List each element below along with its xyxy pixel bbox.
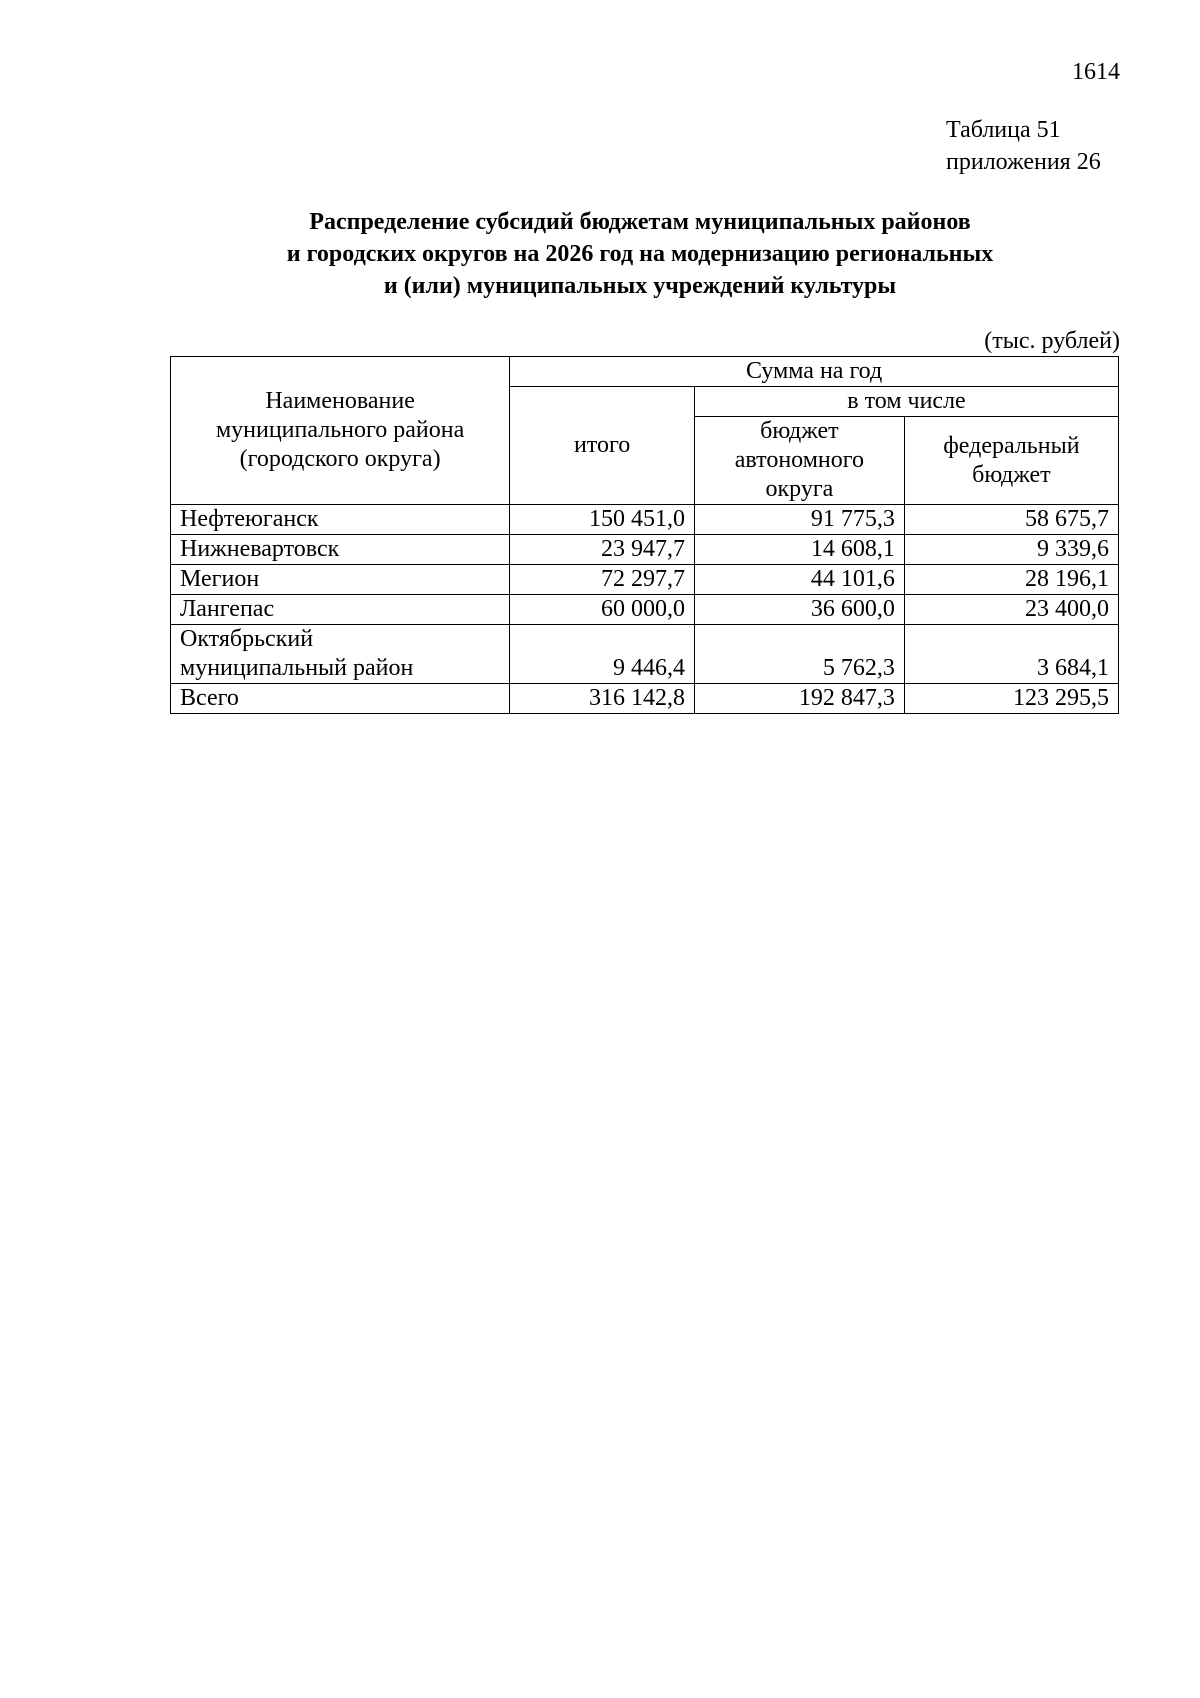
- table-row: [171, 505, 1119, 535]
- document-title-line-2: и городских округов на 2026 год на модернизацию региональных: [286, 241, 994, 267]
- header-total: итого: [510, 387, 695, 505]
- header-row-1: [171, 357, 1119, 387]
- row-total: 60 000,0: [510, 595, 695, 625]
- row-ao-budget: 44 101,6: [695, 565, 905, 595]
- row-total: 72 297,7: [510, 565, 695, 595]
- document-title-line-1: Распределение субсидий бюджетам муниципальных районов: [309, 209, 971, 235]
- total-row: [171, 684, 1119, 714]
- document-title-line-3: и (или) муниципальных учреждений культуры: [383, 273, 897, 299]
- header-sum-year: Сумма на год: [510, 357, 1119, 387]
- row-name: Лангепас: [171, 595, 510, 625]
- row-total: 23 947,7: [510, 535, 695, 565]
- row-ao-budget: 5 762,3: [695, 625, 905, 684]
- table-reference-line-2: приложения 26: [946, 149, 1101, 175]
- row-federal-budget: 3 684,1: [904, 625, 1118, 684]
- total-label: Всего: [171, 684, 510, 714]
- header-name: Наименование муниципального района (городского округа): [171, 357, 510, 505]
- row-federal-budget: 9 339,6: [904, 535, 1118, 565]
- row-ao-budget: 14 608,1: [695, 535, 905, 565]
- header-including: в том числе: [695, 387, 1119, 417]
- table-row: [171, 535, 1119, 565]
- row-name: Мегион: [171, 565, 510, 595]
- total-ao-budget: 192 847,3: [695, 684, 905, 714]
- header-federal-budget: федеральный бюджет: [904, 417, 1118, 505]
- table-row: [171, 595, 1119, 625]
- table-reference-line-1: Таблица 51: [946, 117, 1061, 143]
- row-federal-budget: 23 400,0: [904, 595, 1118, 625]
- row-name: Нижневартовск: [171, 535, 510, 565]
- table-row: [171, 565, 1119, 595]
- page-number: 1614: [1072, 59, 1120, 85]
- table-row: [171, 625, 1119, 684]
- table-reference: [946, 114, 1101, 178]
- total-sum: 316 142,8: [510, 684, 695, 714]
- units-label: (тыс. рублей): [984, 328, 1120, 354]
- row-federal-budget: 28 196,1: [904, 565, 1118, 595]
- row-total: 9 446,4: [510, 625, 695, 684]
- row-ao-budget: 91 775,3: [695, 505, 905, 535]
- row-total: 150 451,0: [510, 505, 695, 535]
- row-name: Октябрьский муниципальный район: [171, 625, 510, 684]
- header-ao-budget: бюджет автономного округа: [695, 417, 905, 505]
- row-name: Нефтеюганск: [171, 505, 510, 535]
- subsidy-table: [170, 356, 1119, 714]
- row-federal-budget: 58 675,7: [904, 505, 1118, 535]
- row-ao-budget: 36 600,0: [695, 595, 905, 625]
- document-title: [170, 206, 1110, 302]
- total-federal-budget: 123 295,5: [904, 684, 1118, 714]
